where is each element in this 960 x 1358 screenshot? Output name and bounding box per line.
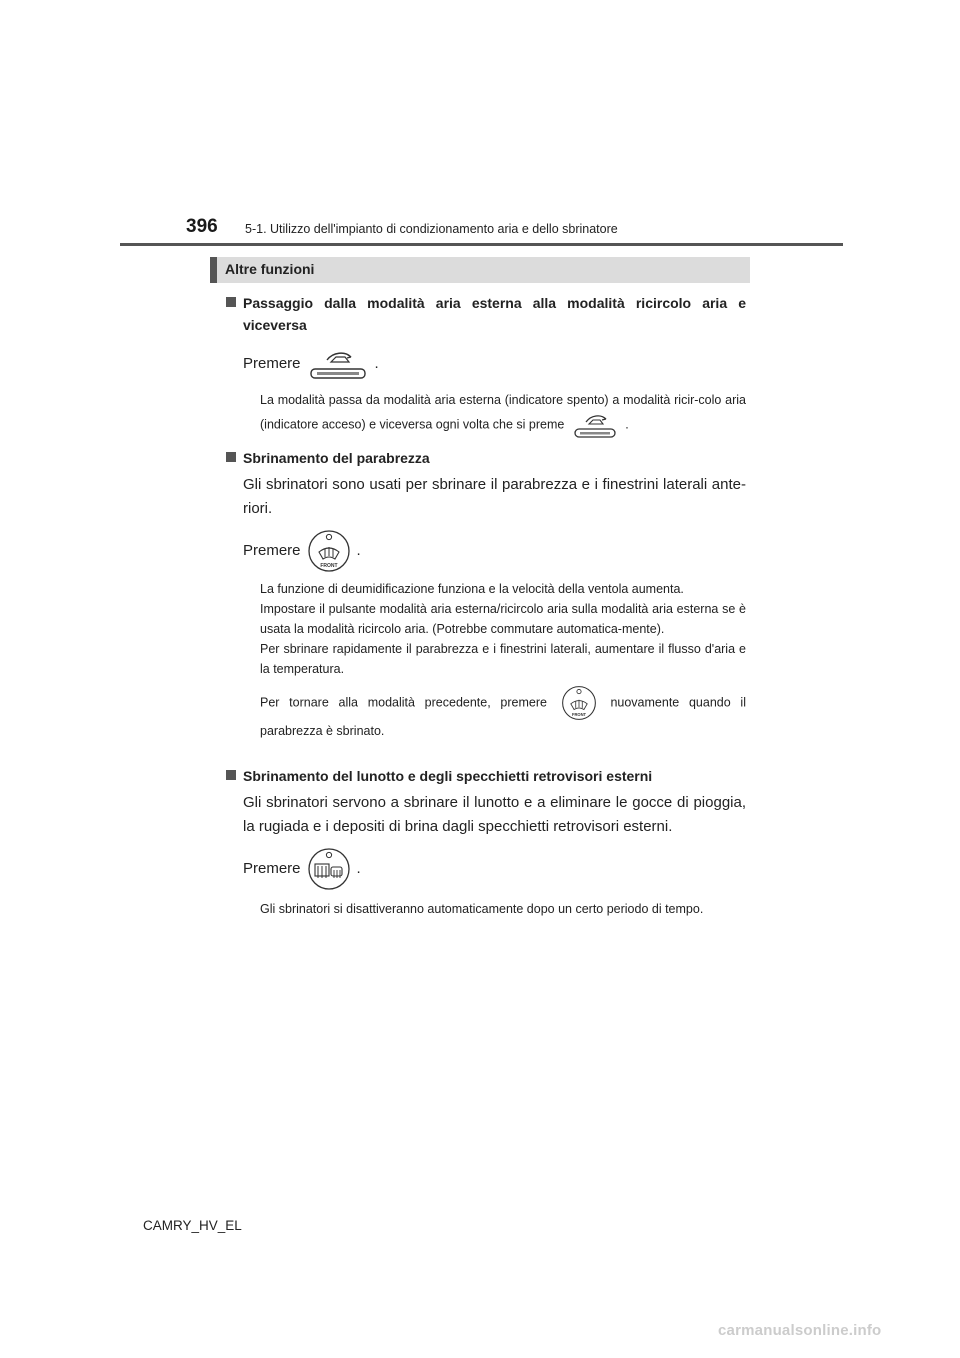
page-number: 396	[186, 216, 218, 237]
recirculation-button-icon	[307, 346, 369, 382]
front-defroster-button-icon	[561, 685, 597, 721]
section-recirculation	[243, 292, 746, 440]
running-header: 5-1. Utilizzo dell'impianto di condizionamento aria e dello sbrinatore	[245, 222, 618, 236]
press-instruction: Premere FRONT .	[243, 529, 746, 573]
square-bullet-icon	[226, 297, 236, 307]
square-bullet-icon	[226, 452, 236, 462]
note-text: La modalità passa da modalità aria esterna (indicatore spento) a modalità ricir-colo aria (indicatore acceso) e viceversa ogni volta che si preme .	[243, 390, 746, 440]
section-title: Altre funzioni	[225, 261, 315, 277]
section-rear-defogger	[243, 765, 746, 919]
model-code: CAMRY_HV_EL	[143, 1218, 242, 1233]
watermark: carmanualsonline.info	[718, 1322, 882, 1339]
front-label: FRONT	[319, 563, 338, 569]
rear-defogger-button-icon	[307, 847, 351, 891]
square-bullet-icon	[226, 770, 236, 780]
section-heading: Sbrinamento del lunotto e degli specchietti retrovisori esterni	[243, 765, 746, 787]
body-text: Gli sbrinatori servono a sbrinare il lunotto e a eliminare le gocce di pioggia, la rugiada e i depositi di brina dagli specchietti retrovisori esterni.	[243, 794, 746, 835]
body-text: Gli sbrinatori sono usati per sbrinare il parabrezza e i finestrini laterali ante-riori.	[243, 476, 746, 517]
section-heading: Sbrinamento del parabrezza	[243, 447, 746, 469]
header-rule	[120, 243, 843, 246]
section-title-bar	[210, 257, 750, 283]
front-defroster-button-icon	[307, 529, 351, 573]
press-instruction: Premere .	[243, 847, 746, 891]
section-heading: Passaggio dalla modalità aria esterna alla modalità ricircolo aria e viceversa	[243, 292, 746, 336]
front-label: FRONT	[571, 712, 586, 718]
note-text: La funzione di deumidificazione funziona e la velocità della ventola aumenta. Impostare il pulsante modalità aria esterna/ricircolo aria sulla modalità aria esterna se è usata la modalità ricircolo aria. (Potrebbe commutare automatica-mente). Per sbrinare rapidamente il parabrezza e i finestrini laterali, aumentare il flusso d'aria e la temperatura. Per tornare alla modalità precedente, premere FRONT nuovamente quando il parabrezza è sbrinato.	[260, 582, 746, 738]
section-front-defroster	[243, 447, 746, 741]
note-text: Gli sbrinatori si disattiveranno automaticamente dopo un certo periodo di tempo.	[260, 902, 704, 916]
press-instruction: Premere .	[243, 346, 746, 382]
recirculation-button-icon	[572, 410, 618, 440]
